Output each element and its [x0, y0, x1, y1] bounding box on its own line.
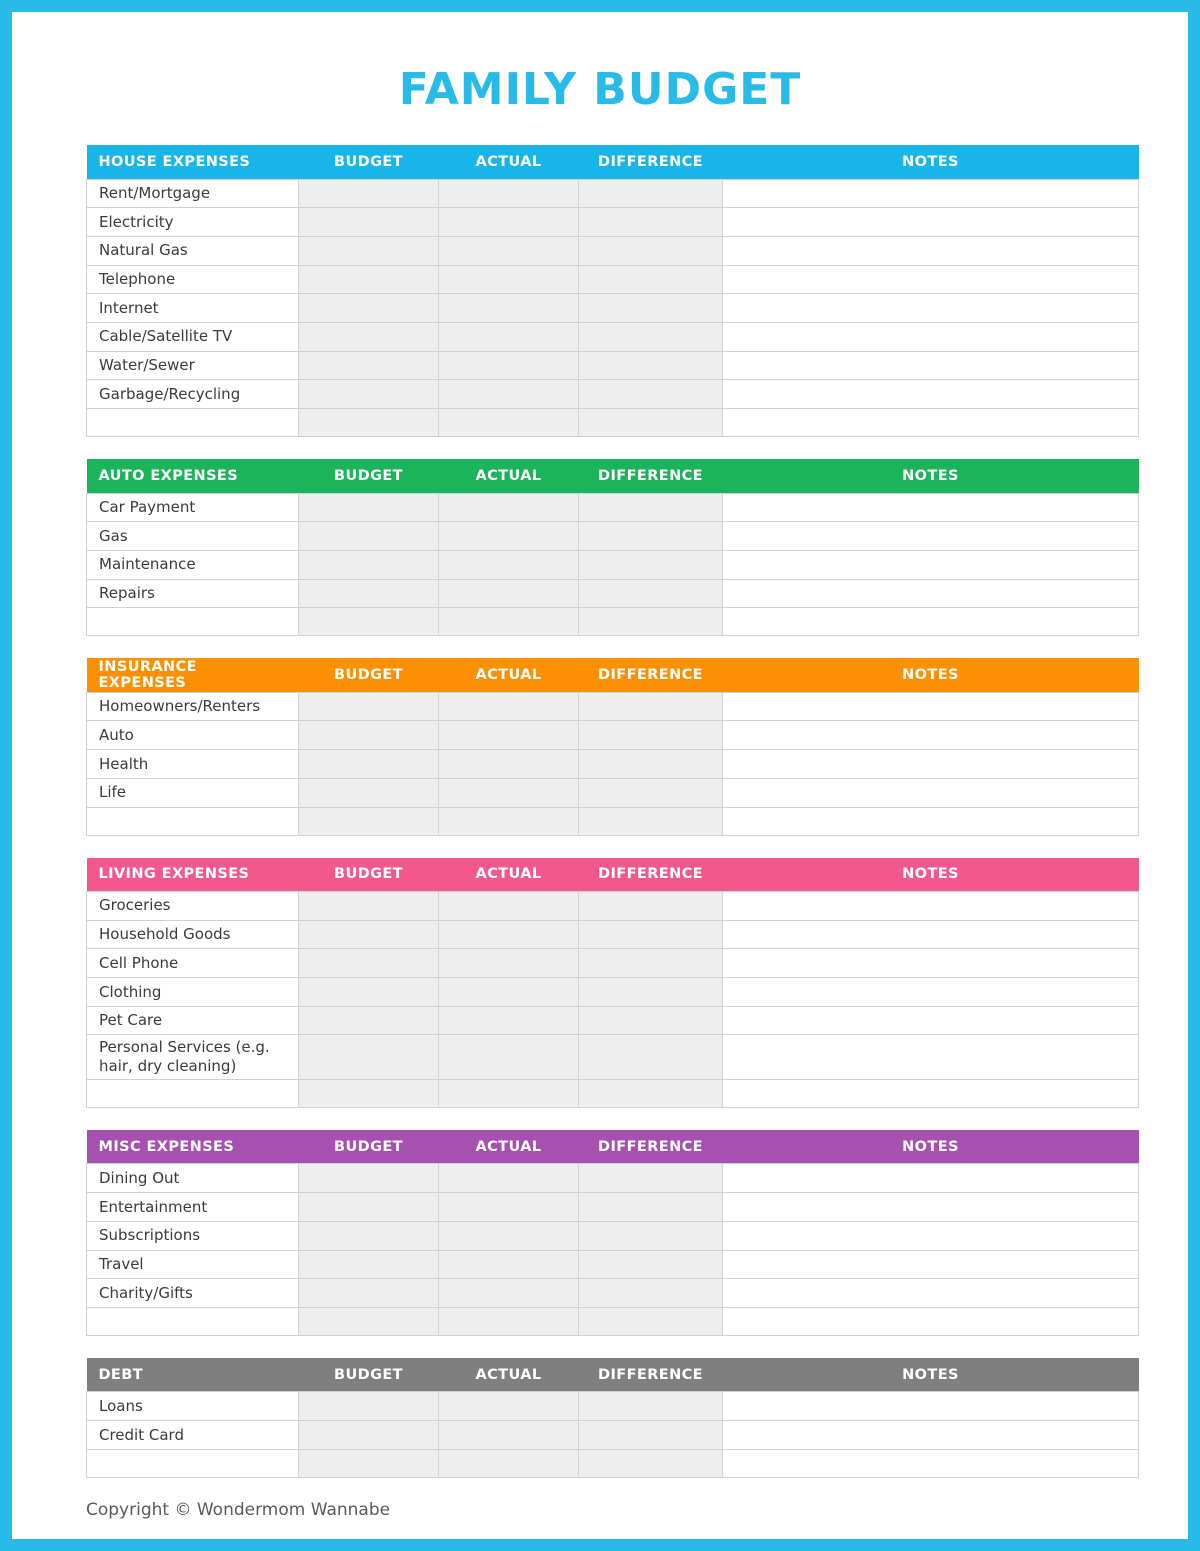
budget-section-table: [86, 459, 1139, 636]
notes-input-cell[interactable]: [723, 179, 1139, 208]
expense-label-cell: [87, 409, 299, 437]
budget-input-cell[interactable]: [299, 608, 439, 636]
actual-input-cell[interactable]: [439, 550, 579, 579]
difference-cell[interactable]: [579, 978, 723, 1007]
budget-input-cell[interactable]: [299, 750, 439, 779]
budget-section-table: [86, 858, 1139, 1108]
actual-input-cell[interactable]: [439, 179, 579, 208]
actual-input-cell[interactable]: [439, 579, 579, 608]
budget-input-cell[interactable]: [299, 1392, 439, 1421]
notes-input-cell[interactable]: [723, 1449, 1139, 1477]
actual-input-cell[interactable]: [439, 1449, 579, 1477]
notes-input-cell[interactable]: [723, 1250, 1139, 1279]
budget-input-cell[interactable]: [299, 380, 439, 409]
difference-cell[interactable]: [579, 1421, 723, 1450]
difference-cell[interactable]: [579, 1035, 723, 1080]
difference-cell[interactable]: [579, 892, 723, 921]
column-header-actual: ACTUAL: [439, 658, 579, 692]
budget-input-cell[interactable]: [299, 579, 439, 608]
section-header-row: [87, 459, 1139, 493]
actual-input-cell[interactable]: [439, 294, 579, 323]
column-header-difference: DIFFERENCE: [579, 459, 723, 493]
budget-input-cell[interactable]: [299, 1006, 439, 1035]
table-row: [87, 1035, 1139, 1080]
difference-cell[interactable]: [579, 1250, 723, 1279]
actual-input-cell[interactable]: [439, 1421, 579, 1450]
difference-cell[interactable]: [579, 409, 723, 437]
budget-input-cell[interactable]: [299, 179, 439, 208]
budget-input-cell[interactable]: [299, 1221, 439, 1250]
actual-input-cell[interactable]: [439, 351, 579, 380]
section-title: HOUSE EXPENSES: [87, 145, 299, 179]
difference-cell[interactable]: [579, 1164, 723, 1193]
table-row: [87, 1079, 1139, 1107]
section-title: MISC EXPENSES: [87, 1130, 299, 1164]
expense-label-cell: Credit Card: [87, 1421, 299, 1450]
table-row: [87, 179, 1139, 208]
actual-input-cell[interactable]: [439, 1164, 579, 1193]
section-title: DEBT: [87, 1358, 299, 1392]
expense-label-cell: Loans: [87, 1392, 299, 1421]
actual-input-cell[interactable]: [439, 409, 579, 437]
budget-input-cell[interactable]: [299, 920, 439, 949]
budget-input-cell[interactable]: [299, 351, 439, 380]
table-row: [87, 493, 1139, 522]
actual-input-cell[interactable]: [439, 1006, 579, 1035]
budget-input-cell[interactable]: [299, 522, 439, 551]
difference-cell[interactable]: [579, 522, 723, 551]
actual-input-cell[interactable]: [439, 1079, 579, 1107]
notes-input-cell[interactable]: [723, 920, 1139, 949]
actual-input-cell[interactable]: [439, 236, 579, 265]
expense-label-cell: Rent/Mortgage: [87, 179, 299, 208]
column-header-actual: ACTUAL: [439, 858, 579, 892]
budget-tables: [86, 145, 1114, 1478]
table-row: [87, 1279, 1139, 1308]
column-header-difference: DIFFERENCE: [579, 1130, 723, 1164]
difference-cell[interactable]: [579, 1392, 723, 1421]
notes-input-cell[interactable]: [723, 380, 1139, 409]
notes-input-cell[interactable]: [723, 1421, 1139, 1450]
expense-label-cell: Telephone: [87, 265, 299, 294]
budget-input-cell[interactable]: [299, 1250, 439, 1279]
column-header-budget: BUDGET: [299, 1358, 439, 1392]
expense-label-cell: [87, 1307, 299, 1335]
actual-input-cell[interactable]: [439, 807, 579, 835]
difference-cell[interactable]: [579, 692, 723, 721]
actual-input-cell[interactable]: [439, 978, 579, 1007]
expense-label-cell: [87, 1079, 299, 1107]
actual-input-cell[interactable]: [439, 778, 579, 807]
expense-label-cell: [87, 807, 299, 835]
notes-input-cell[interactable]: [723, 493, 1139, 522]
budget-input-cell[interactable]: [299, 1035, 439, 1080]
section-header-row: [87, 1130, 1139, 1164]
notes-input-cell[interactable]: [723, 1307, 1139, 1335]
table-row: [87, 522, 1139, 551]
page-title: FAMILY BUDGET: [398, 64, 802, 115]
table-row: [87, 236, 1139, 265]
notes-input-cell[interactable]: [723, 1279, 1139, 1308]
expense-label-cell: Internet: [87, 294, 299, 323]
budget-input-cell[interactable]: [299, 265, 439, 294]
budget-input-cell[interactable]: [299, 1079, 439, 1107]
table-row: [87, 1250, 1139, 1279]
notes-input-cell[interactable]: [723, 294, 1139, 323]
difference-cell[interactable]: [579, 265, 723, 294]
actual-input-cell[interactable]: [439, 608, 579, 636]
table-row: [87, 380, 1139, 409]
actual-input-cell[interactable]: [439, 750, 579, 779]
actual-input-cell[interactable]: [439, 920, 579, 949]
actual-input-cell[interactable]: [439, 1279, 579, 1308]
expense-label-cell: Groceries: [87, 892, 299, 921]
notes-input-cell[interactable]: [723, 1221, 1139, 1250]
expense-label-cell: Subscriptions: [87, 1221, 299, 1250]
budget-input-cell[interactable]: [299, 208, 439, 237]
table-row: [87, 920, 1139, 949]
actual-input-cell[interactable]: [439, 208, 579, 237]
difference-cell[interactable]: [579, 1307, 723, 1335]
column-header-actual: ACTUAL: [439, 145, 579, 179]
table-row: [87, 265, 1139, 294]
budget-section-table: [86, 1358, 1139, 1478]
column-header-budget: BUDGET: [299, 1130, 439, 1164]
difference-cell[interactable]: [579, 750, 723, 779]
notes-input-cell[interactable]: [723, 579, 1139, 608]
column-header-difference: DIFFERENCE: [579, 858, 723, 892]
budget-input-cell[interactable]: [299, 807, 439, 835]
table-row: [87, 294, 1139, 323]
budget-input-cell[interactable]: [299, 322, 439, 351]
actual-input-cell[interactable]: [439, 265, 579, 294]
difference-cell[interactable]: [579, 608, 723, 636]
budget-input-cell[interactable]: [299, 409, 439, 437]
notes-input-cell[interactable]: [723, 322, 1139, 351]
expense-label-cell: Cable/Satellite TV: [87, 322, 299, 351]
budget-input-cell[interactable]: [299, 892, 439, 921]
actual-input-cell[interactable]: [439, 322, 579, 351]
expense-label-cell: Health: [87, 750, 299, 779]
expense-label-cell: Garbage/Recycling: [87, 380, 299, 409]
table-row: [87, 1392, 1139, 1421]
table-row: [87, 1421, 1139, 1450]
difference-cell[interactable]: [579, 1079, 723, 1107]
expense-label-cell: Cell Phone: [87, 949, 299, 978]
notes-input-cell[interactable]: [723, 750, 1139, 779]
column-header-budget: BUDGET: [299, 145, 439, 179]
notes-input-cell[interactable]: [723, 778, 1139, 807]
column-header-notes: NOTES: [723, 459, 1139, 493]
expense-label-cell: [87, 1449, 299, 1477]
budget-input-cell[interactable]: [299, 236, 439, 265]
expense-label-cell: Water/Sewer: [87, 351, 299, 380]
table-row: [87, 1006, 1139, 1035]
budget-input-cell[interactable]: [299, 1193, 439, 1222]
column-header-difference: DIFFERENCE: [579, 145, 723, 179]
expense-label-cell: Clothing: [87, 978, 299, 1007]
actual-input-cell[interactable]: [439, 380, 579, 409]
table-row: [87, 1164, 1139, 1193]
budget-input-cell[interactable]: [299, 1449, 439, 1477]
difference-cell[interactable]: [579, 807, 723, 835]
notes-input-cell[interactable]: [723, 692, 1139, 721]
table-row: [87, 949, 1139, 978]
expense-label-cell: Charity/Gifts: [87, 1279, 299, 1308]
column-header-budget: BUDGET: [299, 858, 439, 892]
difference-cell[interactable]: [579, 920, 723, 949]
table-row: [87, 208, 1139, 237]
actual-input-cell[interactable]: [439, 892, 579, 921]
notes-input-cell[interactable]: [723, 608, 1139, 636]
difference-cell[interactable]: [579, 179, 723, 208]
difference-cell[interactable]: [579, 778, 723, 807]
difference-cell[interactable]: [579, 294, 723, 323]
difference-cell[interactable]: [579, 351, 723, 380]
budget-input-cell[interactable]: [299, 1164, 439, 1193]
column-header-actual: ACTUAL: [439, 1358, 579, 1392]
difference-cell[interactable]: [579, 949, 723, 978]
notes-input-cell[interactable]: [723, 949, 1139, 978]
expense-label-cell: Travel: [87, 1250, 299, 1279]
notes-input-cell[interactable]: [723, 1079, 1139, 1107]
difference-cell[interactable]: [579, 380, 723, 409]
expense-label-cell: Household Goods: [87, 920, 299, 949]
notes-input-cell[interactable]: [723, 208, 1139, 237]
notes-input-cell[interactable]: [723, 1006, 1139, 1035]
difference-cell[interactable]: [579, 579, 723, 608]
difference-cell[interactable]: [579, 493, 723, 522]
table-row: [87, 978, 1139, 1007]
notes-input-cell[interactable]: [723, 1035, 1139, 1080]
expense-label-cell: [87, 608, 299, 636]
difference-cell[interactable]: [579, 322, 723, 351]
notes-input-cell[interactable]: [723, 522, 1139, 551]
column-header-notes: NOTES: [723, 1358, 1139, 1392]
section-header-row: [87, 658, 1139, 692]
expense-label-cell: Homeowners/Renters: [87, 692, 299, 721]
column-header-difference: DIFFERENCE: [579, 1358, 723, 1392]
actual-input-cell[interactable]: [439, 949, 579, 978]
notes-input-cell[interactable]: [723, 265, 1139, 294]
notes-input-cell[interactable]: [723, 892, 1139, 921]
table-row: [87, 750, 1139, 779]
expense-label-cell: Dining Out: [87, 1164, 299, 1193]
notes-input-cell[interactable]: [723, 721, 1139, 750]
budget-input-cell[interactable]: [299, 294, 439, 323]
table-row: [87, 1193, 1139, 1222]
expense-label-cell: Electricity: [87, 208, 299, 237]
notes-input-cell[interactable]: [723, 1164, 1139, 1193]
column-header-actual: ACTUAL: [439, 459, 579, 493]
budget-sheet: [12, 12, 1188, 1539]
notes-input-cell[interactable]: [723, 409, 1139, 437]
notes-input-cell[interactable]: [723, 550, 1139, 579]
table-row: [87, 322, 1139, 351]
difference-cell[interactable]: [579, 1279, 723, 1308]
section-title: AUTO EXPENSES: [87, 459, 299, 493]
budget-section-table: [86, 145, 1139, 437]
actual-input-cell[interactable]: [439, 1221, 579, 1250]
notes-input-cell[interactable]: [723, 351, 1139, 380]
table-row: [87, 807, 1139, 835]
expense-label-cell: Pet Care: [87, 1006, 299, 1035]
actual-input-cell[interactable]: [439, 1250, 579, 1279]
expense-label-cell: Car Payment: [87, 493, 299, 522]
copyright-text: Copyright © Wondermom Wannabe: [86, 1499, 391, 1520]
section-title: INSURANCE EXPENSES: [87, 658, 299, 692]
actual-input-cell[interactable]: [439, 522, 579, 551]
table-row: [87, 692, 1139, 721]
table-row: [87, 409, 1139, 437]
notes-input-cell[interactable]: [723, 807, 1139, 835]
section-title: LIVING EXPENSES: [87, 858, 299, 892]
actual-input-cell[interactable]: [439, 692, 579, 721]
expense-label-cell: Repairs: [87, 579, 299, 608]
difference-cell[interactable]: [579, 1193, 723, 1222]
notes-input-cell[interactable]: [723, 978, 1139, 1007]
actual-input-cell[interactable]: [439, 1035, 579, 1080]
table-row: [87, 608, 1139, 636]
table-row: [87, 550, 1139, 579]
difference-cell[interactable]: [579, 721, 723, 750]
budget-input-cell[interactable]: [299, 1421, 439, 1450]
difference-cell[interactable]: [579, 236, 723, 265]
budget-input-cell[interactable]: [299, 550, 439, 579]
table-row: [87, 351, 1139, 380]
difference-cell[interactable]: [579, 1221, 723, 1250]
budget-section-table: [86, 1130, 1139, 1336]
budget-input-cell[interactable]: [299, 778, 439, 807]
table-row: [87, 778, 1139, 807]
section-header-row: [87, 1358, 1139, 1392]
expense-label-cell: Natural Gas: [87, 236, 299, 265]
table-row: [87, 892, 1139, 921]
column-header-notes: NOTES: [723, 1130, 1139, 1164]
actual-input-cell[interactable]: [439, 1193, 579, 1222]
table-row: [87, 721, 1139, 750]
difference-cell[interactable]: [579, 1006, 723, 1035]
actual-input-cell[interactable]: [439, 721, 579, 750]
column-header-budget: BUDGET: [299, 658, 439, 692]
expense-label-cell: Life: [87, 778, 299, 807]
budget-input-cell[interactable]: [299, 1307, 439, 1335]
column-header-actual: ACTUAL: [439, 1130, 579, 1164]
section-header-row: [87, 858, 1139, 892]
section-header-row: [87, 145, 1139, 179]
difference-cell[interactable]: [579, 1449, 723, 1477]
column-header-notes: NOTES: [723, 145, 1139, 179]
column-header-notes: NOTES: [723, 658, 1139, 692]
expense-label-cell: Entertainment: [87, 1193, 299, 1222]
column-header-budget: BUDGET: [299, 459, 439, 493]
expense-label-cell: Maintenance: [87, 550, 299, 579]
budget-input-cell[interactable]: [299, 949, 439, 978]
column-header-difference: DIFFERENCE: [579, 658, 723, 692]
budget-input-cell[interactable]: [299, 721, 439, 750]
budget-input-cell[interactable]: [299, 493, 439, 522]
table-row: [87, 1307, 1139, 1335]
table-row: [87, 1449, 1139, 1477]
expense-label-cell: Auto: [87, 721, 299, 750]
notes-input-cell[interactable]: [723, 1193, 1139, 1222]
actual-input-cell[interactable]: [439, 493, 579, 522]
budget-section-table: [86, 658, 1139, 835]
budget-input-cell[interactable]: [299, 1279, 439, 1308]
table-row: [87, 579, 1139, 608]
table-row: [87, 1221, 1139, 1250]
difference-cell[interactable]: [579, 550, 723, 579]
notes-input-cell[interactable]: [723, 1392, 1139, 1421]
difference-cell[interactable]: [579, 208, 723, 237]
budget-input-cell[interactable]: [299, 692, 439, 721]
actual-input-cell[interactable]: [439, 1307, 579, 1335]
actual-input-cell[interactable]: [439, 1392, 579, 1421]
expense-label-cell: Gas: [87, 522, 299, 551]
notes-input-cell[interactable]: [723, 236, 1139, 265]
budget-input-cell[interactable]: [299, 978, 439, 1007]
expense-label-cell: Personal Services (e.g. hair, dry cleaning): [87, 1035, 299, 1080]
column-header-notes: NOTES: [723, 858, 1139, 892]
